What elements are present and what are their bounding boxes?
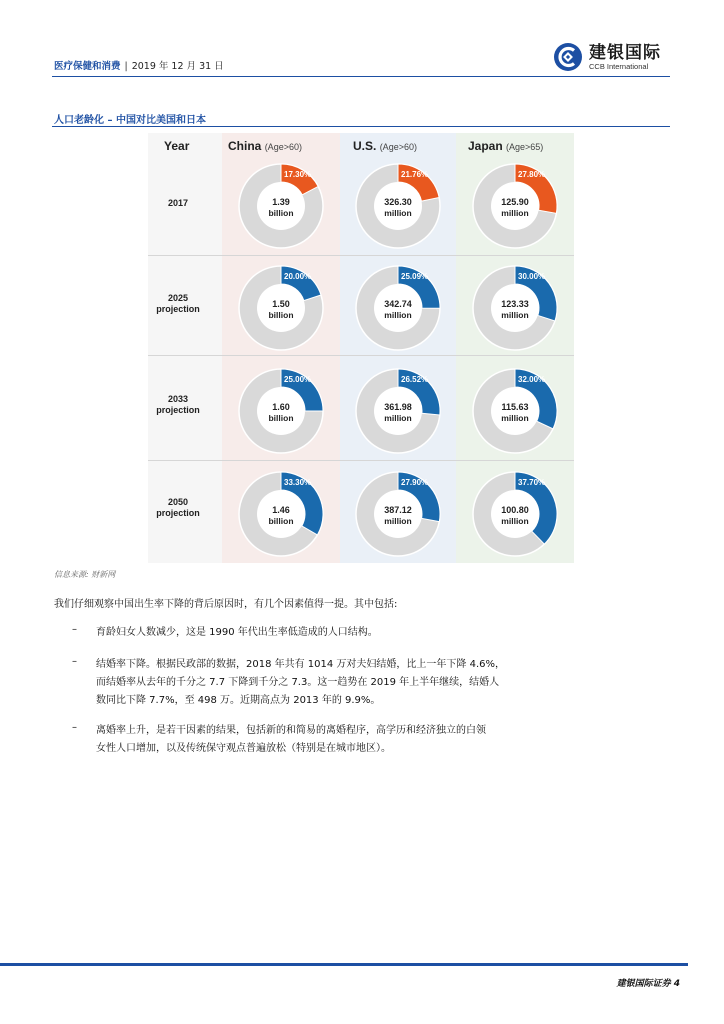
donut-percent-label: 25.00% (284, 375, 312, 384)
donut-population-unit: million (501, 516, 529, 526)
bullet-dash: – (72, 624, 77, 635)
year-label-line: 2050 (167, 497, 189, 507)
donut-percent-label: 27.80% (518, 170, 546, 179)
donut-percent-label: 20.00% (284, 272, 312, 281)
bullet-line: 结婚率下降。根据民政部的数据，2018 年共有 1014 万对夫妇结婚，比上一年下降 4.6%， (96, 659, 506, 670)
year-label-line: 2017 (167, 198, 189, 208)
donut-population-unit: million (384, 413, 412, 423)
donut-population-value: 100.80 (501, 505, 529, 515)
bullet-line: 女性人口增加，以及传统保守观点普遍放松（特别是在城市地区）。 (96, 743, 391, 754)
donut-population-value: 1.46 (272, 505, 290, 515)
report-header (54, 58, 224, 72)
china-label: China (228, 139, 262, 153)
section-divider (52, 126, 670, 127)
us-label: U.S. (353, 139, 377, 153)
donut-percent-label: 27.90% (401, 478, 429, 487)
donut-population-value: 123.33 (501, 299, 529, 309)
year-label-line: projection (156, 304, 200, 314)
donut-population-unit: billion (268, 310, 294, 320)
donut-population-unit: million (384, 208, 412, 218)
donut-population-unit: million (501, 208, 529, 218)
report-sector: 医疗保健和消费 (54, 61, 121, 72)
japan-label: Japan (468, 139, 503, 153)
donut-population-value: 342.74 (384, 299, 412, 309)
bullet-line: 而结婚率从去年的千分之 7.7 下降到千分之 7.3。这一趋势在 2019 年上半年继续，结婚人 (96, 677, 500, 688)
year-column-header: Year (164, 139, 190, 153)
bullet-dash: – (72, 722, 77, 733)
donut-population-value: 115.63 (501, 402, 529, 412)
donut-population-value: 1.50 (272, 299, 290, 309)
donut-percent-label: 33.30% (284, 478, 312, 487)
ccb-logo-icon (553, 42, 583, 72)
bullet-line: 离婚率上升，是若干因素的结果，包括新的和简易的离婚程序，高学历和经济独立的白领 (96, 725, 486, 736)
intro-paragraph: 我们仔细观察中国出生率下降的背后原因时，有几个因素值得一提。其中包括: (54, 599, 398, 610)
year-label-line: projection (156, 405, 200, 415)
donut-population-value: 1.60 (272, 402, 290, 412)
donut-percent-label: 26.52% (401, 375, 429, 384)
year-label-line: 2025 (167, 293, 189, 303)
donut-population-value: 361.98 (384, 402, 412, 412)
us-age-label: (Age>60) (379, 142, 417, 152)
donut-percent-label: 32.00% (518, 375, 546, 384)
footer-divider (0, 963, 688, 966)
donut-population-value: 387.12 (384, 505, 412, 515)
donut-population-value: 326.30 (384, 197, 412, 207)
logo-name-en: CCB International (589, 61, 649, 71)
donut-population-unit: million (384, 310, 412, 320)
aging-population-figure (148, 133, 574, 563)
donut-percent-label: 21.76% (401, 170, 429, 179)
donut-charts (148, 133, 574, 563)
report-date: 2019 年 12 月 31 日 (131, 61, 224, 72)
company-logo (553, 42, 661, 72)
donut-population-unit: billion (268, 413, 294, 423)
donut-population-unit: million (501, 310, 529, 320)
china-age-label: (Age>60) (264, 142, 302, 152)
donut-population-unit: billion (268, 208, 294, 218)
japan-age-label: (Age>65) (506, 142, 544, 152)
donut-percent-label: 25.09% (401, 272, 429, 281)
logo-name-cn: 建银国际 (589, 42, 661, 63)
donut-population-value: 1.39 (272, 197, 290, 207)
section-title: 人口老龄化 – 中国对比美国和日本 (54, 115, 206, 126)
donut-percent-label: 30.00% (518, 272, 546, 281)
source-note: 信息来源: 财新网 (54, 570, 116, 579)
donut-percent-label: 17.30% (284, 170, 312, 179)
year-label-line: 2033 (167, 394, 189, 404)
header-divider (52, 76, 670, 77)
donut-percent-label: 37.70% (518, 478, 546, 487)
bullet-dash: – (72, 656, 77, 667)
header-separator: | (124, 61, 128, 72)
bullet-line: 数同比下降 7.7%，至 498 万。近期高点为 2013 年的 9.9%。 (96, 695, 381, 706)
donut-population-value: 125.90 (501, 197, 529, 207)
donut-population-unit: million (384, 516, 412, 526)
footer-page-label: 建银国际证券 4 (616, 979, 680, 989)
donut-population-unit: million (501, 413, 529, 423)
donut-population-unit: billion (268, 516, 294, 526)
bullet-line: 育龄妇女人数减少，这是 1990 年代出生率低造成的人口结构。 (96, 627, 378, 638)
year-label-line: projection (156, 508, 200, 518)
